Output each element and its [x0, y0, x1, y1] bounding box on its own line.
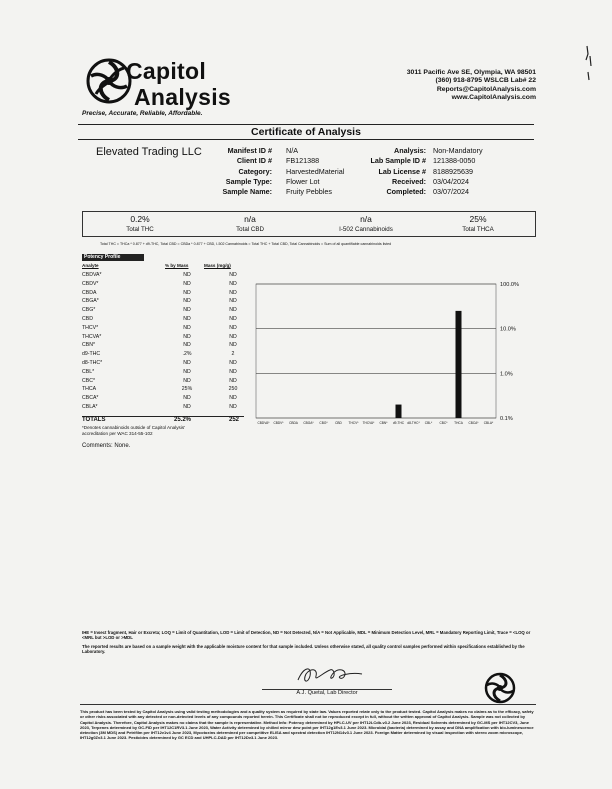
percent-value: ND [183, 360, 191, 366]
table-row [82, 316, 242, 324]
summary-total-thca [421, 214, 535, 233]
sample-type-label: Sample Type: [225, 176, 272, 186]
mass-value: ND [229, 395, 237, 402]
lab-name-line2: Analysis [134, 84, 232, 110]
y-tick-label: 10.0% [500, 326, 516, 333]
lab-address: 3011 Pacific Ave SE, Olympia, WA 98501 [406, 69, 536, 76]
summary-value: n/a [244, 214, 256, 224]
analyte-name: THCVA* [82, 333, 102, 340]
y-tick-label: 100.0% [500, 282, 519, 288]
percent-value: ND [183, 307, 191, 314]
category-value: HarvestedMaterial [286, 166, 345, 176]
analyte-name: CBDV* [82, 280, 99, 287]
summary-total-thc [83, 214, 197, 233]
analyte-name: CBGA* [82, 298, 99, 305]
comments: Comments: None. [82, 443, 131, 449]
x-tick-label: CBN* [379, 421, 388, 425]
mass-column-header: Mass (mg/g) [204, 263, 231, 268]
totals-row [82, 417, 242, 425]
lab-director: A.J. Quetal, Lab Director [296, 690, 358, 696]
table-row [82, 307, 242, 315]
lab-name [126, 58, 231, 110]
analyte-name: CBC* [82, 377, 95, 384]
percent-value: .2% [182, 351, 192, 358]
percent-value: 25% [181, 386, 193, 393]
mass-value: ND [229, 289, 237, 296]
analyte-name: THCA [82, 386, 97, 393]
x-tick-label: THCA [454, 421, 463, 425]
testing-disclaimer: This product has been tested by Capitol Analysis using valid testing methodologies and a quality system as required by state law. Values reported relate only to the product tested. Capitol Analysis makes no claims as to the efficacy, safety or other risks associated with any detected or non-detected levels of any compounds reported herein. This Certificate shall not be reproduced except in full, without the written approval of Capitol Analysis. Sample was not collected by Capitol Analysis. Therefore, Capitol Analysis makes no claims that the sample is representative. Method Info: Potency determined by HPLC-UV per IHT12LCdb-v3.2 June 2023, Residual Solvents determined by GC-MS per IHT12CV3, June 2023, Terpenes determined by GC-FID per IHT12C1RV3.1 June 2023, Water Activity determined by chilled mirror dew point per IHT12g1Ev3.1 June 2023. Microbial (bacteria) determined by assay and DNA amplification with bio-luminescence detection (3M MDS) and Petrifilm per IHT12v1v4 June 2023, Mycotoxins determined per competitive ELISA and spectral detection IHT12N14v3.1 June 2023. Foreign Matter determined by visual inspection with stereo zoom microscope, IHT12g0Zv3.1 June 2023. Pesticides determined by GC ECD and UHPLC-DAD per IHT12Dv3.1 June 2023. [80, 709, 534, 741]
table-row [82, 404, 242, 412]
analysis-value: Non-Mandatory [433, 146, 483, 155]
mass-value: ND [229, 360, 237, 366]
manifest-id-label: Manifest ID # [227, 146, 272, 155]
analyte-name: THCV* [82, 324, 99, 331]
analyte-column-header: Analyte [82, 263, 99, 268]
client-name: Elevated Trading LLC [96, 146, 202, 158]
analyte-name: CBDA [82, 289, 97, 296]
percent-value: ND [183, 298, 191, 305]
lab-license-value: 8188925639 [433, 166, 473, 176]
table-row [82, 298, 242, 306]
x-tick-label: CBDA [289, 421, 298, 425]
totals-mass: 252 [228, 417, 239, 423]
sample-name-value: Fruity Pebbles [286, 187, 332, 197]
lab-sample-id-label: Lab Sample ID # [370, 156, 426, 166]
analyte-name: CBD [82, 316, 93, 322]
moisture-note: The reported results are based on a sample weight with the applicable moisture content for that sample included. Unless otherwise stated, all quality control samples performed within specifications established by the Laboratory. [82, 643, 525, 655]
document-title: Certificate of Analysis [78, 124, 534, 140]
sample-details-left [200, 146, 350, 198]
table-row [82, 281, 242, 289]
percent-value: ND [183, 395, 191, 402]
lab-contact [386, 69, 536, 103]
summary-total-cbd [193, 214, 307, 233]
table-row [82, 325, 242, 333]
x-tick-label: CBG* [319, 421, 328, 425]
table-row [82, 351, 242, 359]
accreditation-footnote [82, 425, 185, 436]
mass-value: ND [229, 307, 237, 314]
sample-name-label: Sample Name: [222, 187, 272, 197]
analyte-name: CBLA* [82, 404, 98, 410]
analyte-name: CBCA* [82, 395, 99, 402]
x-tick-label: CBDVA* [257, 421, 270, 425]
data-bar [456, 311, 462, 418]
completed-label: Completed: [386, 187, 426, 197]
analyte-name: CBDVA* [82, 272, 102, 278]
analyte-name: CBL* [82, 368, 95, 375]
analyte-name: d9-THC [82, 351, 101, 358]
x-tick-label: d8-THC* [407, 421, 420, 425]
summary-value: n/a [360, 214, 372, 224]
lab-seal-icon [484, 672, 516, 704]
formula-note: Total THC = THCa * 0.877 + d9-THC, Total CBD = CBDa * 0.877 + CBD, I-502 Cannabinoids = Total THC + Total CBD, Total Cannabinoids = Sum of all quantifiable cannabinoids listed [100, 242, 392, 246]
table-row [82, 378, 242, 386]
x-tick-label: CBDV* [273, 421, 284, 425]
mass-value: ND [229, 316, 237, 322]
manifest-id-value: N/A [286, 146, 298, 155]
x-tick-label: CBL* [424, 421, 433, 425]
abbreviation-legend [82, 630, 534, 655]
percent-value: ND [183, 316, 191, 322]
sample-type-value: Flower Lot [286, 176, 320, 186]
margin-scribble-icon [584, 44, 594, 84]
table-row [82, 342, 242, 350]
client-id-label: Client ID # [236, 156, 272, 166]
x-tick-label: THCVA* [362, 421, 375, 425]
cannabinoid-summary [82, 211, 536, 237]
mass-value: ND [229, 377, 237, 384]
table-row [82, 369, 242, 377]
analyte-name: CBN* [82, 342, 95, 349]
summary-label: Total CBD [236, 226, 264, 233]
summary-label: I-502 Cannabinoids [339, 226, 393, 233]
table-row [82, 272, 242, 280]
mass-value: ND [229, 298, 237, 305]
mass-value: ND [229, 342, 237, 349]
percent-value: ND [183, 404, 191, 410]
analyte-name: d8-THC* [82, 360, 103, 366]
totals-percent: 25.2% [174, 417, 192, 423]
lab-website: www.CapitolAnalysis.com [451, 94, 536, 102]
received-value: 03/04/2024 [433, 176, 469, 186]
mass-value: ND [229, 280, 237, 287]
data-bar [396, 405, 402, 418]
summary-label: Total THCA [462, 226, 494, 233]
potency-profile-heading: Potency Profile [82, 254, 144, 261]
analysis-label: Analysis: [394, 146, 426, 155]
percent-value: ND [183, 333, 191, 340]
x-tick-label: CBLA* [483, 421, 494, 425]
percent-value: ND [183, 368, 191, 375]
table-row [82, 360, 242, 368]
mass-value: ND [229, 333, 237, 340]
x-tick-label: CBC* [439, 421, 448, 425]
footnote-line: accreditation per WAC 314-55-102 [82, 430, 153, 436]
client-id-value: FB121388 [286, 156, 320, 166]
summary-i502 [309, 214, 423, 233]
mass-value: ND [229, 368, 237, 375]
disclaimer-divider [80, 704, 536, 705]
percent-value: ND [183, 324, 191, 331]
mass-value: ND [229, 324, 237, 331]
percent-value: ND [183, 280, 191, 287]
sample-details-right [356, 146, 536, 198]
summary-label: Total THC [126, 226, 154, 233]
x-tick-label: CBCA* [468, 421, 479, 425]
table-row [82, 386, 242, 394]
y-tick-label: 0.1% [500, 416, 513, 422]
x-tick-label: CBGA* [303, 421, 314, 425]
percent-value: ND [183, 342, 191, 349]
mass-value: 250 [228, 386, 238, 393]
x-tick-label: THCV* [348, 421, 359, 425]
category-label: Category: [238, 166, 272, 176]
mass-value: ND [229, 404, 237, 410]
lab-tagline: Precise, Accurate, Reliable, Affordable. [82, 110, 203, 117]
totals-label: TOTALS [82, 417, 106, 423]
percent-column-header: % by Mass [165, 263, 189, 268]
percent-value: ND [183, 377, 191, 384]
mass-value: ND [229, 272, 237, 278]
table-row [82, 290, 242, 298]
summary-value: 0.2% [130, 214, 150, 224]
x-tick-label: CBD [335, 421, 342, 425]
percent-value: ND [183, 289, 191, 296]
table-row [82, 334, 242, 342]
footnote-line: *Denotes cannabinoids outside of Capitol Analysis' [82, 425, 186, 430]
lab-license-label: Lab License # [378, 166, 426, 176]
potency-chart [250, 276, 540, 434]
lab-email: Reports@CapitolAnalysis.com [436, 85, 536, 93]
summary-value: 25% [469, 214, 487, 224]
abbreviation-text: IHE = Insect fragment, Hair or Excreta; LOQ = Limit of Quantitation, LOD = Limit of Detection, ND = Not Detected, N/A = Not Applicable, MDL = Minimum Detection Level, MRL = Mandatory Reporting Limit, Trace = <LOQ or <MRL but >LOD or >MDL [82, 630, 531, 641]
analyte-name: CBG* [82, 307, 96, 314]
table-row [82, 395, 242, 403]
received-label: Received: [392, 176, 426, 186]
director-signature-icon [290, 662, 380, 686]
lab-sample-id-value: 121388-0050 [433, 156, 476, 166]
x-tick-label: d9-THC [392, 421, 405, 425]
lab-name-line1: Capitol [126, 58, 207, 84]
percent-value: ND [183, 272, 191, 278]
y-tick-label: 1.0% [500, 371, 513, 378]
mass-value: 2 [231, 351, 235, 358]
lab-phone: (360) 918-8795 WSLCB Lab# 22 [435, 77, 536, 85]
completed-value: 03/07/2024 [433, 187, 469, 197]
